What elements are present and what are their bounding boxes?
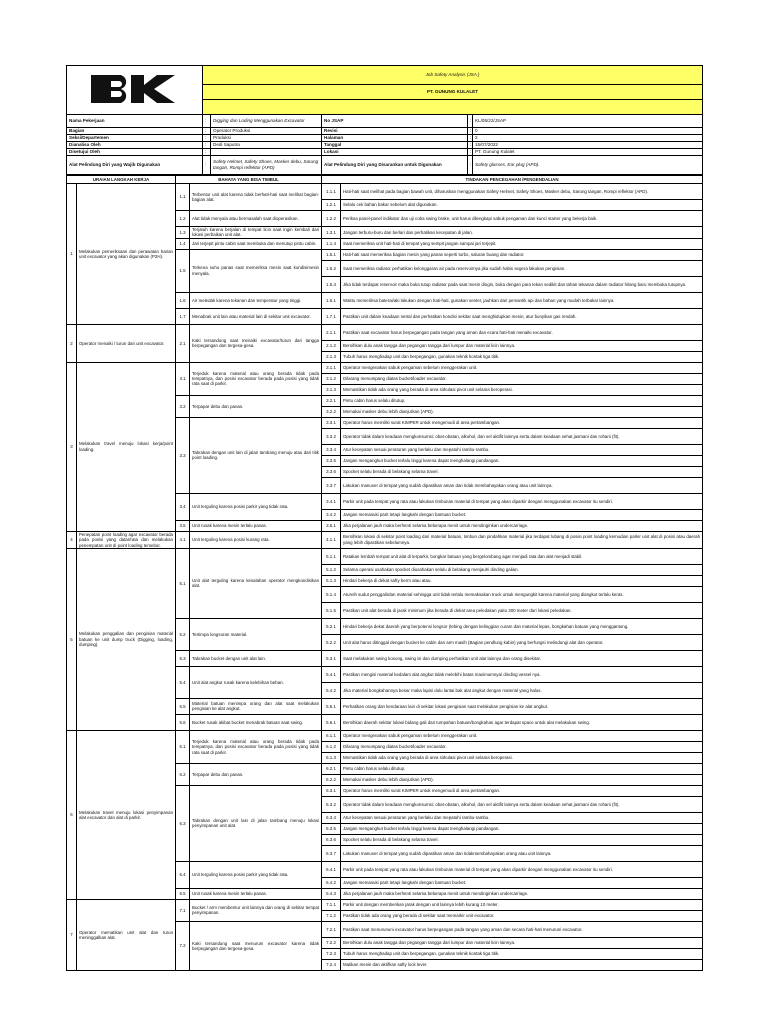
control-description: Ratakan lembah tempat unit alat di terparkir, bongkar batuan yang bergelombang agar menjadi rata dan alat menjadi stabil. [341,548,703,564]
control-description: Atur kecepatan sesuai peraturan yang berlaku dan mepatuhi rambu-rambu. [341,444,703,455]
control-description: Selalu cek bahan bakar sebelum alat digunakan. [341,200,703,211]
hazard-description: Tabrakan bucket dengan unit alat lain. [190,650,322,666]
control-number: 1.5.3 [322,276,341,292]
control-description: Perhatikan orang dan kendaraan lain di sekitar lokasi pengisian saat melakukan pengisian ke alat angkut. [341,698,703,714]
control-description: Jika tidak terdapat reservoir maka buka tutup radiator pada saat mesin dingin, buka dengan para tekan sedikit dan tahan tekanan dalam radiator hilang baru membuka tutupnya. [341,276,703,292]
header-left-value: Digging dan Loding Menggunakan Excavator [211,115,322,128]
hazard-description: Unit alat terguling karena kesalahan operator mengkondisikan alat. [190,548,322,618]
control-description: Bersihkan lokasi di sekitar point loading dari material batuan, timbun dan pindahkan material jika terdapat lubang di posisi point loading kemudian parkir unit alat di posisi atau daerah yang lebih dipastikan sebelumnya. [341,531,703,548]
apd-required-label: Alat Pelindung Diri yang Wajib Digunakan [67,156,203,175]
control-description: Parkir unit pada tempat yang rata atau lakukan timbunan material di tempat yang akan diparkir dengan menggunakan excavator itu sendiri. [341,861,703,877]
apd-recommended-value: Safety glasses, Ear plug (APD). [473,156,703,175]
separator: : [203,128,211,135]
hazard-description: Terpapar debu dan panas. [190,763,322,785]
control-description: Pastikan mengisi material kedalam alat angkut tidak melebihi batas maximumnya/ dinding vessel nya. [341,666,703,682]
title-spacer [203,100,703,115]
step-description: Melakukan travel menuju lokasi kerja/point loading. [77,362,176,531]
table-row [67,362,703,373]
column-header-hazards: BAHAYA YANG BISA TIMBUL [176,176,322,184]
header-info-row [67,135,703,142]
header-left-label: Dianalisa Oleh [67,142,203,149]
control-number: 1.7.1 [322,308,341,324]
table-row [67,899,703,910]
hazard-description: Unit rusak karena mesin terlalu panas. [190,888,322,899]
hazard-number: 1.5 [176,249,190,292]
hazard-number: 3.3 [176,417,190,493]
control-description: Hati-hati saat melihat pada bagian bawah unit, diharuskan menggunakan Safety Helmet, Safety Shoes, Masker debu, Sarung tangan, Rompi reflektor (APD). [341,184,703,200]
header-right-label: Tanggal [322,142,468,149]
step-number: 7 [67,899,77,970]
control-description: Operator tidak dalam keadaan mengkonsumsi: obat-obatan, alkohol, dan sel aktifit lainnya serta dalam keadaan sehat jasmani dan rohani (fit). [341,428,703,444]
table-row [67,730,703,741]
control-number: 7.1.2 [322,910,341,921]
jsa-header-table [66,65,703,175]
control-description: Hati-hati saat memeriksa bagian mesin yang panas seperti turbo, saluran buang dan radiator. [341,249,703,260]
hazard-number: 7.1 [176,899,190,921]
header-info-row [67,149,703,156]
control-number: 6.3.4 [322,812,341,823]
header-info-row [67,128,703,135]
hazard-number: 5.2 [176,618,190,650]
separator: : [468,142,473,149]
control-number: 6.1.2 [322,741,341,752]
header-info-row [67,115,703,128]
control-description: Selama operasi usahakan spocket diusahakan selalu di belakang menjauhi dinding galian. [341,564,703,575]
control-description: Parkir unit dengan memberikan jarak dengan unit lainnya lebih kurang 10 meter. [341,899,703,910]
separator: : [203,149,211,156]
control-description: Saat memeriksa radiator perhatikan kelonggaran air pada reservoirnya jika sudah habis segera lakukan pengisian. [341,260,703,276]
control-number: 6.4.2 [322,877,341,888]
control-number: 3.2.1 [322,395,341,406]
hazard-number: 1.1 [176,184,190,211]
control-number: 1.5.1 [322,249,341,260]
hazard-description: Terjatuh karena berjalan di tempat licin saat ingin kembali dari lokasi perbaikan unit alat. [190,227,322,239]
control-number: 5.1.5 [322,602,341,618]
column-header-controls: TINDAKAN PENCEGAHAN /PENGENDALIAN [322,176,703,184]
control-number: 5.5.1 [322,698,341,714]
hazard-description: Unit terguling karena posisi parkir yang tidak rata. [190,493,322,520]
control-number: 5.1.2 [322,564,341,575]
hazard-number: 5.5 [176,698,190,714]
separator: : [468,115,473,128]
hazard-number: 3.5 [176,520,190,531]
hazard-description: Tertimpa longsoran material. [190,618,322,650]
control-number: 4.1.1 [322,531,341,548]
hazard-description: Terjeduk karena material atau orang berada tidak pada tempatnya, dan posisi excavator berada pada posisi yang tidak rata saat di parkir. [190,730,322,763]
control-number: 6.3.7 [322,845,341,861]
hazard-number: 6.1 [176,730,190,763]
table-row [67,184,703,200]
control-number: 6.2.2 [322,774,341,785]
control-number: 5.6.1 [322,714,341,730]
separator: : [468,156,473,175]
hazard-description: Tabrakan dengan unit lain di jalan tambang menuju lokasi penyimpanan unit alat. [190,785,322,861]
hazard-number: 3.4 [176,493,190,520]
hazard-description: Material batuan menimpa orang dan alat saat melakukan pengisian ke alat angkut. [190,698,322,714]
control-number: 3.2.2 [322,406,341,417]
hazard-number: 1.7 [176,308,190,324]
control-number: 6.3.1 [322,785,341,796]
control-number: 5.2.1 [322,618,341,634]
control-description: Operator harus memiliki surat KIMPER untuk mengemudi di area pertambangan. [341,785,703,796]
control-description: Spocket selalu berada di belakang selama travel. [341,834,703,845]
control-description: Jangan mengangkut bucket terlalu tinggi karena dapat menghalangi pandangan. [341,455,703,466]
control-number: 3.3.1 [322,417,341,428]
separator: : [468,135,473,142]
header-left-value: Produksi [211,135,322,142]
hazard-description: Kaki tersandung saat menaiki excavator/turun dari tangga berpegangan dan tergesa-gesa. [190,324,322,362]
control-number: 3.4.2 [322,509,341,520]
control-description: Dilarang menumpang diatas bucket/loader excavator. [341,741,703,752]
hazard-description: Terbentur unit alat karena tidak berhati-hati saat melihat bagian-bagian alat. [190,184,322,211]
control-number: 3.1.2 [322,373,341,384]
header-right-label: Revisi [322,128,468,135]
control-number: 1.2.1 [322,200,341,211]
control-description: Operator mengenakan sabuk pengaman sebelum menggerakan unit. [341,362,703,373]
company-logo [67,66,203,115]
control-description: Dilarang menumpang diatas bucket/loader excavator. [341,373,703,384]
step-number: 1 [67,184,77,325]
hazard-number: 3.2 [176,395,190,417]
control-description: Saat memeriksa unit hati-hati di tempat yang sempit jangan sampai jari terjepit. [341,238,703,249]
control-number: 5.3.1 [322,650,341,666]
hazard-number: 1.4 [176,238,190,249]
control-description: Tubuh harus menghadap unit dan berpegangan, gunakan teknik kontak tiga titik. [341,351,703,362]
control-description: Pastikan unit alat berada di jarak minimum jika berada di dekat area peledakan yaitu 300 meter dari lokasi peledakan. [341,602,703,618]
hazard-number: 2.1 [176,324,190,362]
separator: : [203,156,211,175]
hazard-number: 1.6 [176,292,190,308]
step-number: 4 [67,531,77,548]
control-description: Bersihkan dulu anak tangga dan pegangan tangga dari lumpur dan material licin lainnya. [341,937,703,948]
control-description: Bersihkan dulu anak tangga dan pegangan tangga dari lumpur dan material licin lainnya. [341,340,703,351]
control-number: 6.2.1 [322,763,341,774]
step-number: 6 [67,730,77,899]
control-number: 6.4.3 [322,888,341,899]
hazard-description: Jari terjepit pintu cabin saat membuka dan menutup pintu cabin. [190,238,322,249]
control-number: 3.1.3 [322,384,341,395]
control-number: 5.1.4 [322,586,341,602]
hazard-description: Bucket / arm membentur unit lainnya dan orang di sekitar tempat penyimpanan. [190,899,322,921]
header-left-label: Disetujui Oleh [67,149,203,156]
control-description: Waktu memeriksa baterai/aki lakukan dengan hati-hati, gunakan senter, jauhkan dari pemantik api dan bahan yang mudah terbakar lainnya. [341,292,703,308]
control-number: 7.2.2 [322,937,341,948]
step-number: 2 [67,324,77,362]
step-number: 5 [67,548,77,730]
step-number: 3 [67,362,77,531]
hazard-description: Kaki tersandung saat menuruni excavator karena tidak berpegangan dan tergesa-gesa. [190,921,322,970]
control-description: Operator tidak dalam keadaan mengkonsumsi: obat-obatan, alkohol, dan sel aktifit lainnya serta dalam keadaan sehat jasmani dan rohani (fit). [341,796,703,812]
header-info-row [67,142,703,149]
header-left-label: Bagian [67,128,203,135]
header-right-value: PT. Gunung Kulalet [473,149,703,156]
control-number: 1.2.2 [322,211,341,227]
control-description: Memastikan tidak ada orang yang berada di area sirkulasi pivot unit selama beroperasi. [341,384,703,395]
hazard-description: Terkena suhu panas saat memeriksa mesin saat kondisimesin menyala. [190,249,322,292]
control-description: Pintu cabin harus selalu ditutup. [341,763,703,774]
control-description: Pastikan unit dalam keadaan netral dan perhatikan kondisi sekitar saat menghidupkan mesin, atur bunyikan gas rendah. [341,308,703,324]
control-number: 3.5.1 [322,520,341,531]
control-description: Jangan terburu-buru dan berlari dan perhatikan kecepatan di jalan. [341,227,703,239]
document-title: Job Safety Analysis (JSA ) [203,66,703,85]
separator: : [468,149,473,156]
control-number: 5.4.2 [322,682,341,698]
step-description: Penepatan point loading agar excavator berada pada posisi yang datar/rata dan melakukan penempatan unit di point loading tersebut. [77,531,176,548]
control-number: 6.1.1 [322,730,341,741]
control-description: Pastikan saat menurununi excavator harus berpegangan pada tangan yang aman dan secara hati-hati menuruni excavator. [341,921,703,937]
hazard-number: 5.4 [176,666,190,698]
table-row [67,324,703,340]
separator: : [468,128,473,135]
control-number: 3.3.2 [322,428,341,444]
jsa-body-table [66,175,703,971]
jsa-document [66,65,702,971]
hazard-number: 7.2 [176,921,190,970]
hazard-description: Tabrakan dengan unit lain di jalan tambang menuju atau dari titik point loading. [190,417,322,493]
control-number: 7.2.4 [322,959,341,970]
control-description: Pastikan saat excavator harus berpegangan pada tangan yang aman dan ecara hati-hati menaiki excavator. [341,324,703,340]
control-description: Periksa panel-panel indikator dan uji coba swing brake, unit harus dilengkapi sabuk pengaman dan kunci starter yang bekerja baik. [341,211,703,227]
control-description: Hindari bekerja dekat daerah yang berpotensi longsor (tebing dengan kelinggian curam dan material lepas, bongkahan batuan yang menggantung. [341,618,703,634]
control-number: 6.3.6 [322,834,341,845]
control-description: Memakai masker debu lebih dianjurkan (APD). [341,406,703,417]
header-left-label: Nama Pekerjaan [67,115,203,128]
control-description: Spocket selalu berada di belakang selama travel. [341,466,703,477]
hazard-number: 6.4 [176,861,190,888]
control-number: 1.3.1 [322,227,341,239]
header-left-value [211,149,322,156]
hazard-number: 5.6 [176,714,190,730]
control-description: Parkir unit pada tempat yang rata atau lakukan timbunan material di tempat yang akan diparkir dengan menggunakan excavator itu sendiri. [341,493,703,509]
hazard-description: Unit terguling karena posisi parkir yang tidak rata. [190,861,322,888]
control-number: 3.3.4 [322,444,341,455]
apd-recommended-label: Alat Pelindung Diri yang Disarankan untuk Digunakan [322,156,468,175]
hazard-number: 5.3 [176,650,190,666]
control-description: Memastikan tidak ada orang yang berada di area sirkulasi pivot unit selama beroperasi. [341,752,703,763]
control-description: Jika perjalanan jauh maka berhenti selama beberapa menit untuk mendinginkan undercarriage. [341,520,703,531]
step-description: Melakukan travel menuju lokasi penyimpanan alat excavator dan alat di parkir. [77,730,176,899]
control-number: 5.2.2 [322,634,341,650]
control-description: Jangan memasuki parit tetapi langkahi dengan bantuan bucket. [341,509,703,520]
control-description: Tubuh harus menghadap unit dan berpegangan, gunakan teknik kontak tiga titik. [341,948,703,959]
control-number: 1.6.1 [322,292,341,308]
control-description: Saat melakukan swing kosong, swing isi dan dumping perhatikan unit alat lainnya dan orang disekitar. [341,650,703,666]
control-number: 3.1.1 [322,362,341,373]
header-right-label: Halaman [322,135,468,142]
step-description: Melakukan pemeriksaan dan perawatan harian unit excavator yang akan digunakan (P2H). [77,184,176,325]
apd-required-value: Safety Helmet, Safety Shoes, Masker debu, Sarung tangan, Rompi reflektor (APD) [211,156,322,175]
control-number: 6.3.5 [322,823,341,834]
hazard-number: 6.5 [176,888,190,899]
header-left-label: Seksi/Departemen [67,135,203,142]
hazard-number: 5.1 [176,548,190,618]
control-description: Atureih sudut penggalirdan material sehingga unit tidak terlalu memaksakan truck untuk mengungkit karena material yang diangkut terlalu keras. [341,586,703,602]
table-row [67,548,703,564]
header-right-value: 0 [473,128,703,135]
control-number: 6.4.1 [322,861,341,877]
control-number: 3.3.6 [322,466,341,477]
control-description: Matikan mesin dan aktifkan safty lock lever. [341,959,703,970]
bk-logo-icon [87,72,183,106]
header-right-label: Lokasi [322,149,468,156]
column-header-steps: URAIAN LANGKAH KERJA [67,176,176,184]
header-right-value: 15/07/2022 [473,142,703,149]
control-number: 7.2.1 [322,921,341,937]
control-number: 2.1.2 [322,340,341,351]
hazard-description: Unit rusak karena mesin terlalu panas. [190,520,322,531]
control-number: 1.5.2 [322,260,341,276]
step-description: Melakukan penggalian dan pengisian material batuan ke unit dump truck (Digging, loading, dumping). [77,548,176,730]
control-number: 2.1.3 [322,351,341,362]
control-description: Jangan mengangkut bucket terlalu tinggi karena dapat menghalangi pandangan. [341,823,703,834]
control-number: 1.1.1 [322,184,341,200]
hazard-description: Alat tidak menyala atau bermasalah saat dioperasikan. [190,211,322,227]
control-number: 5.4.1 [322,666,341,682]
header-right-label: No JSAP [322,115,468,128]
control-description: Pastikan tidak ada orang yang berada di sekitar saat memarkir unit excavator. [341,910,703,921]
hazard-number: 3.1 [176,362,190,395]
hazard-number: 6.2 [176,763,190,785]
control-number: 6.1.3 [322,752,341,763]
control-number: 5.1.1 [322,548,341,564]
company-name: PT. GUNUNG KULALET [203,85,703,100]
control-number: 2.1.1 [322,324,341,340]
control-number: 3.3.7 [322,477,341,493]
table-row [67,531,703,548]
control-number: 3.4.1 [322,493,341,509]
control-description: Jangan memasuki parit tetapi langkahi dengan bantuan bucket. [341,877,703,888]
control-description: Memakai masker debu lebih dianjurkan (APD). [341,774,703,785]
control-description: Hindari bekerja di dekat safty berm atau atau. [341,575,703,586]
control-number: 3.3.5 [322,455,341,466]
control-description: Lakukan manuver di tempat yang sudah dipastikan aman dan tidakmembahayakan orang atau unit lainnya. [341,845,703,861]
hazard-number: 1.2 [176,211,190,227]
hazard-number: 4.1 [176,531,190,548]
control-number: 5.1.3 [322,575,341,586]
control-description: Bersihkan daerah sekitar lokasi bidang gali dari tumpahan batuan/bongkahan agar terdapat space untuk alat melakukan swing. [341,714,703,730]
header-right-value: 2 [473,135,703,142]
control-description: Jika perjalanan jauh maka berhenti selama beberapa menit untuk mendinginkan undercarriage. [341,888,703,899]
control-number: 7.1.1 [322,899,341,910]
control-number: 6.3.2 [322,796,341,812]
control-description: Lakukan manuver di tempat yang sudah dipastikan aman dan tidak membahayakan orang atau unit lainnya. [341,477,703,493]
hazard-description: Unit terguling karena posisi kurang rata. [190,531,322,548]
separator: : [203,115,211,128]
separator: : [203,135,211,142]
control-description: Atur kecepatan sesuai peraturan yang berlaku dan mepatuhi rambu-rambu. [341,812,703,823]
control-description: Unit alat harus ditinggal dengan bucket ke cabin dan arm masih (Bagian pendlung kabin) yang berfungsi melindungi alat dan operator. [341,634,703,650]
header-left-value: Dedi Saputra [211,142,322,149]
control-description: Jika material bongkahannya besar maka lapisi dulu lantai bak alat angkut dengan material yang halus. [341,682,703,698]
control-number: 7.2.3 [322,948,341,959]
control-description: Pintu cabin harus selalu ditutup. [341,395,703,406]
hazard-description: Bucket rusak akibat bucket menabrak batuan saat swing. [190,714,322,730]
control-description: Operator harus memiliki surat KIMPER untuk mengemudi di area pertambangan. [341,417,703,428]
control-description: Operator mengenakan sabuk pengaman sebelum menggerakan unit. [341,730,703,741]
hazard-number: 6.3 [176,785,190,861]
hazard-description: Air meledak karena tekanan dan temperatur yang tinggi. [190,292,322,308]
header-right-value: KL/05/22/JSAP [473,115,703,128]
hazard-description: Unit alat angkut rusak karena kelebihan beban. [190,666,322,698]
header-left-value: Operator Produksi [211,128,322,135]
control-number: 1.1.4 [322,238,341,249]
step-description: Operator mematikan unit alat dan turun meninggalkan alat. [77,899,176,970]
hazard-number: 1.3 [176,227,190,239]
separator: : [203,142,211,149]
hazard-description: Terpapar debu dan panas. [190,395,322,417]
hazard-description: Menabrak unit lain atau material lain di sekitar unit excavator. [190,308,322,324]
hazard-description: Terjeduk karena material atau orang berada tidak pada tempatnya, dan posisi excavator berada pada posisi yang tidak rata saat di parkir. [190,362,322,395]
step-description: Operator menaiki / turun dari unit excavator. [77,324,176,362]
